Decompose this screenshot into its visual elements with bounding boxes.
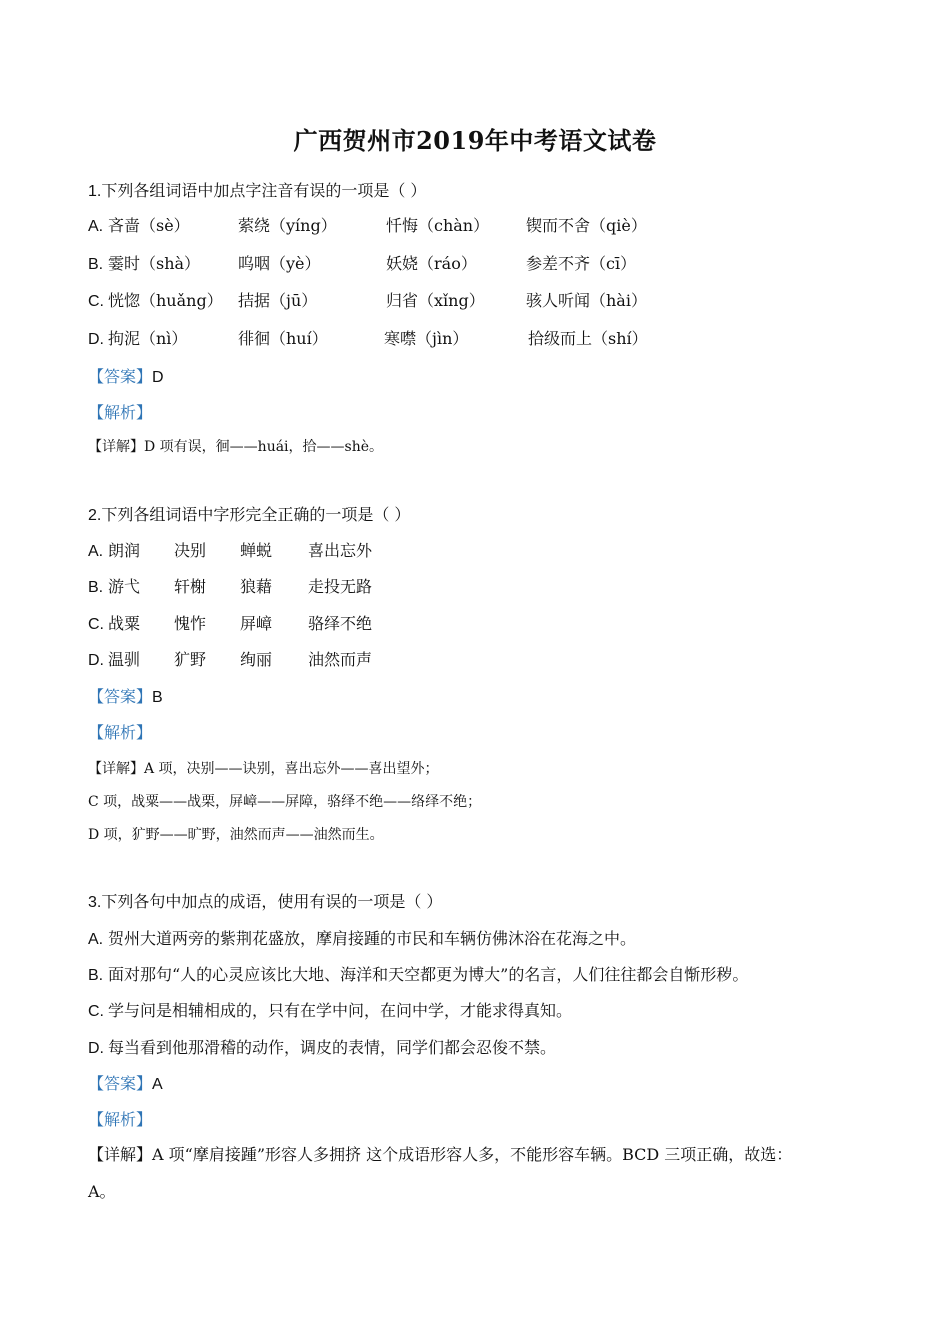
option-item: 拾级而上（shí）: [528, 329, 648, 348]
q1-option-c: [88, 290, 848, 312]
q2-answer: [88, 686, 163, 709]
q2-option-b: [88, 576, 488, 598]
q3-option-a: [88, 928, 636, 951]
q3-option-d: [88, 1037, 556, 1060]
question-text: 下列各句中加点的成语，使用有误的一项是（ ）: [101, 892, 443, 911]
option-letter: B.: [88, 967, 104, 984]
option-item: 吝啬（sè）: [108, 216, 190, 235]
q1-option-a: [88, 215, 848, 237]
question-1-stem: [88, 180, 426, 203]
page-title: 广西贺州市2019年中考语文试卷: [293, 126, 657, 155]
option-item: 游弋: [108, 577, 141, 596]
question-2-stem: [88, 504, 410, 527]
answer-value: A: [152, 1076, 163, 1093]
option-item: 锲而不舍（qiè）: [526, 216, 647, 235]
option-item: 走投无路: [308, 577, 373, 596]
q2-detail-line: 【详解】A 项，决别——诀别，喜出忘外——喜出望外；: [88, 761, 439, 777]
q2-detail-line: C 项，战粟——战栗，屏嶂——屏障，骆绎不绝——络绎不绝；: [88, 794, 482, 810]
analysis-tag: 【解析】: [88, 403, 153, 422]
question-3-stem: [88, 891, 442, 914]
option-item: 屏嶂: [240, 614, 273, 633]
option-item: 呜咽（yè）: [238, 254, 321, 273]
option-item: 拮据（jū）: [238, 291, 318, 310]
option-item: 愧怍: [174, 614, 207, 633]
option-item: 寒噤（jìn）: [384, 329, 469, 348]
answer-value: D: [152, 369, 164, 386]
q1-option-d: [88, 328, 848, 350]
q1-answer: [88, 366, 164, 389]
option-item: 徘徊（huí）: [238, 329, 328, 348]
option-item: 骆绎不绝: [308, 614, 373, 633]
question-number: 1.: [88, 183, 102, 200]
option-item: 忏悔（chàn）: [386, 216, 490, 235]
option-text: 贺州大道两旁的紫荆花盛放，摩肩接踵的市民和车辆仿佛沐浴在花海之中。: [108, 929, 637, 948]
q3-option-c: [88, 1000, 572, 1023]
option-letter: D.: [88, 652, 104, 669]
q3-analysis: [88, 1109, 152, 1131]
q3-answer: [88, 1073, 163, 1096]
analysis-tag: 【解析】: [88, 1110, 153, 1129]
option-item: 狼藉: [240, 577, 273, 596]
q2-option-c: [88, 613, 488, 635]
option-item: 恍惚（huǎng）: [108, 291, 223, 310]
option-item: 犷野: [174, 650, 207, 669]
option-item: 萦绕（yíng）: [238, 216, 337, 235]
option-letter: B.: [88, 579, 104, 596]
question-number: 2.: [88, 507, 102, 524]
q2-analysis: [88, 722, 152, 744]
q2-option-d: [88, 649, 488, 671]
option-letter: A.: [88, 543, 104, 560]
option-item: 绚丽: [240, 650, 273, 669]
option-item: 决别: [174, 541, 207, 560]
option-item: 蝉蜕: [240, 541, 273, 560]
option-item: 妖娆（ráo）: [386, 254, 477, 273]
q1-detail: 【详解】D 项有误，徊——huái，拾——shè。: [88, 439, 384, 455]
analysis-tag: 【解析】: [88, 723, 153, 742]
option-item: 喜出忘外: [308, 541, 373, 560]
q2-option-a: [88, 540, 488, 562]
option-item: 参差不齐（cī）: [526, 254, 637, 273]
option-letter: A.: [88, 931, 104, 948]
option-item: 油然而声: [308, 650, 373, 669]
answer-tag: 【答案】: [88, 1074, 153, 1093]
answer-tag: 【答案】: [88, 367, 153, 386]
question-number: 3.: [88, 894, 102, 911]
option-item: 轩榭: [174, 577, 207, 596]
question-text: 下列各组词语中字形完全正确的一项是（ ）: [101, 505, 411, 524]
option-item: 归省（xǐng）: [386, 291, 485, 310]
q3-option-b: [88, 964, 748, 987]
option-letter: B.: [88, 256, 104, 273]
option-letter: C.: [88, 616, 104, 633]
q2-detail-line: D 项，犷野——旷野，油然而声——油然而生。: [88, 827, 384, 843]
option-text: 学与问是相辅相成的，只有在学中问，在问中学，才能求得真知。: [108, 1001, 573, 1020]
option-item: 朗润: [108, 541, 141, 560]
answer-value: B: [152, 689, 163, 706]
q3-detail-line: A。: [88, 1182, 116, 1201]
option-letter: C.: [88, 293, 104, 310]
option-letter: D.: [88, 331, 104, 348]
option-item: 战粟: [108, 614, 141, 633]
q1-option-b: [88, 253, 848, 275]
q3-detail-line: 【详解】A 项“摩肩接踵”形容人多拥挤 这个成语形容人多，不能形容车辆。BCD 三项正确，故选：: [88, 1145, 793, 1164]
answer-tag: 【答案】: [88, 687, 153, 706]
option-letter: C.: [88, 1003, 104, 1020]
option-item: 拘泥（nì）: [108, 329, 188, 348]
option-letter: A.: [88, 218, 104, 235]
option-letter: D.: [88, 1040, 104, 1057]
option-text: 每当看到他那滑稽的动作，调皮的表情，同学们都会忍俊不禁。: [108, 1038, 557, 1057]
option-item: 霎时（shà）: [108, 254, 201, 273]
question-text: 下列各组词语中加点字注音有误的一项是（ ）: [101, 181, 427, 200]
option-item: 骇人听闻（hài）: [526, 291, 647, 310]
option-item: 温驯: [108, 650, 141, 669]
option-text: 面对那句“人的心灵应该比大地、海洋和天空都更为博大”的名言，人们往往都会自惭形秽。: [108, 965, 749, 984]
q1-analysis: [88, 402, 152, 424]
